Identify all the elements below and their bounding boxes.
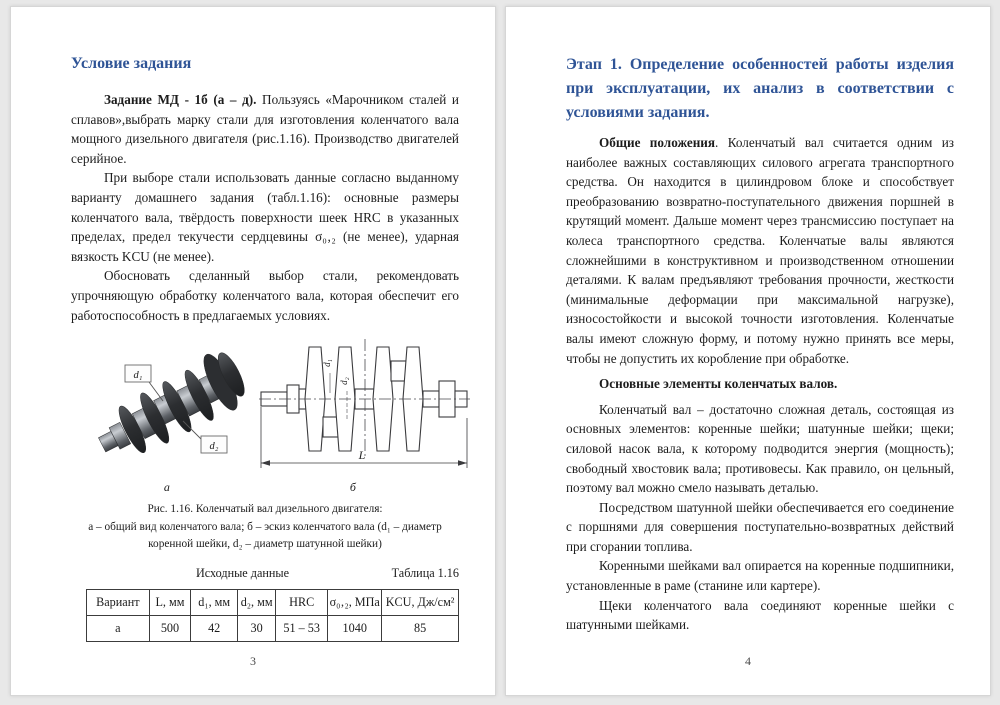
crankshaft-photo-image [87, 337, 249, 475]
table-titles [86, 566, 459, 584]
page-number-left: 3 [250, 654, 256, 668]
crankshaft-sketch-drawing [257, 337, 472, 475]
figure-caption [71, 501, 459, 554]
crankshaft-sketch [257, 337, 472, 480]
page-left-content [11, 7, 495, 695]
photo-d1-label: d₁ [133, 370, 143, 382]
table-cell-d1: 42 [191, 615, 238, 641]
table-header-sigma: σ₀‚₂, МПа [328, 589, 382, 615]
dim-arrow-left [261, 460, 270, 466]
table-cell-kcu: 85 [382, 615, 459, 641]
document-page-right [505, 6, 991, 696]
task-label: Задание МД - 1б (а – д). [104, 92, 257, 107]
d1-leader-line [149, 382, 163, 401]
table-cell-d2: 30 [238, 615, 276, 641]
table-number: Таблица 1.16 [391, 565, 459, 580]
table-cell-hrc: 51 – 53 [276, 615, 328, 641]
paragraph-justify-choice: Обосновать сделанный выбор стали, рекомендовать упрочняющую обработку коленчатого вала, которая обеспечит его работоспособность в предлагаемых условиях. [71, 268, 459, 323]
paragraph-rod-journal: Посредством шатунной шейки обеспечивается его соединение с поршнями для совершения поступательно-возвратных действий при сгорании топлива. [566, 499, 954, 554]
subheading-main-elements: Основные элементы коленчатых валов. [599, 376, 838, 392]
paragraph-variant: При выборе стали использовать данные согласно выданному варианту домашнего задания (табл.1.16): основные размеры коленчатого вала, твёрдость поверхности шеек HRC в указанных пределах, предел текучести сердцевины σ₀‚₂ (не менее), ударная вязкость KCU (не менее). [71, 170, 459, 264]
figure-sublabels [87, 480, 459, 495]
sketch-L-label: L [358, 448, 366, 463]
dim-arrow-right [458, 460, 467, 466]
stage-1-title: Этап 1. Определение особенностей работы изделия при эксплуатации, их анализ в соответствии с условиями задания. [566, 56, 954, 121]
figure-1-16 [87, 337, 459, 480]
photo-d2-label: d₂ [209, 441, 219, 453]
paragraph-main-journal: Коренными шейками вал опирается на коренные подшипники, установленные в раме (станине или картере). [566, 558, 954, 594]
sketch-d1-label: d₁ [322, 359, 332, 367]
task-text: Пользуясь «Марочником сталей и сплавов»,выбрать марку стали для изготовления коленчатого вала мощного дизельного двигателя (рис.1.16). Производство двигателей серийное. [71, 92, 459, 166]
crankshaft-photo [87, 337, 249, 480]
table-header-d1: d₁, мм [191, 589, 238, 615]
table-header-d2: d₂, мм [238, 589, 276, 615]
paragraph-webs: Щеки коленчатого вала соединяют коренные шейки с шатунными шейками. [566, 597, 954, 633]
page-number-right: 4 [745, 654, 751, 668]
paragraph-elements: Коленчатый вал – достаточно сложная деталь, состоящая из основных элементов: коренные шейки; шатунные шейки; щеки; силовой насок вала, к которому подводится энергия (мощность); свободный хвостовик вала; противовесы. Как правило, он цельный, поэтому вал можно смело называть деталью. [566, 401, 954, 496]
sublabel-a: а [163, 480, 170, 495]
page-title: Условие задания [71, 55, 192, 72]
table-header-kcu: KCU, Дж/см² [382, 589, 459, 615]
figure-caption-title: Рис. 1.16. Коленчатый вал дизельного двигателя: [147, 503, 383, 516]
table-cell-variant: а [87, 615, 150, 641]
table-row [87, 615, 459, 641]
table-header-row [87, 589, 459, 615]
paragraph-task [71, 90, 459, 168]
paragraph-general [566, 133, 954, 368]
sketch-d2-label: d₂ [339, 377, 349, 385]
table-title: Исходные данные [195, 565, 290, 580]
figure-caption-legend: а – общий вид коленчатого вала; б – эскиз коленчатого вала (d₁ – диаметр коренной шейки, d₂ – диаметр шатунной шейки) [88, 520, 442, 551]
general-provisions-text: . Коленчатый вал считается одним из наиболее важных составляющих силового агрегата транспортного средства. Он находится в цилиндровом блоке и способствует преобразованию возвратно-поступательного движения поршней в крутящий момент. Дальше момент через трансмиссию поступает на колеса транспортного средства. Коленчатые валы являются сложнейшими в конструктивном и производственном отношении деталями. К валам предъявляют требования прочности, жесткости (минимальные деформации при максимальной нагрузке), износостойкости и высокой точности изготовления. Коленчатые валы имеют сложную форму, и потому нужно принять все меры, чтобы не допустить их коробление при обработке. [566, 135, 954, 366]
table-header-hrc: HRC [276, 589, 328, 615]
table-header-L: L, мм [149, 589, 191, 615]
table-header-variant: Вариант [87, 589, 150, 615]
table-cell-L: 500 [149, 615, 191, 641]
general-provisions-label: Общие положения [599, 135, 716, 150]
source-data-table [86, 589, 459, 642]
sublabel-b: б [349, 480, 356, 495]
page-right-content [506, 7, 990, 695]
document-page-left [10, 6, 496, 696]
table-cell-sigma: 1040 [328, 615, 382, 641]
